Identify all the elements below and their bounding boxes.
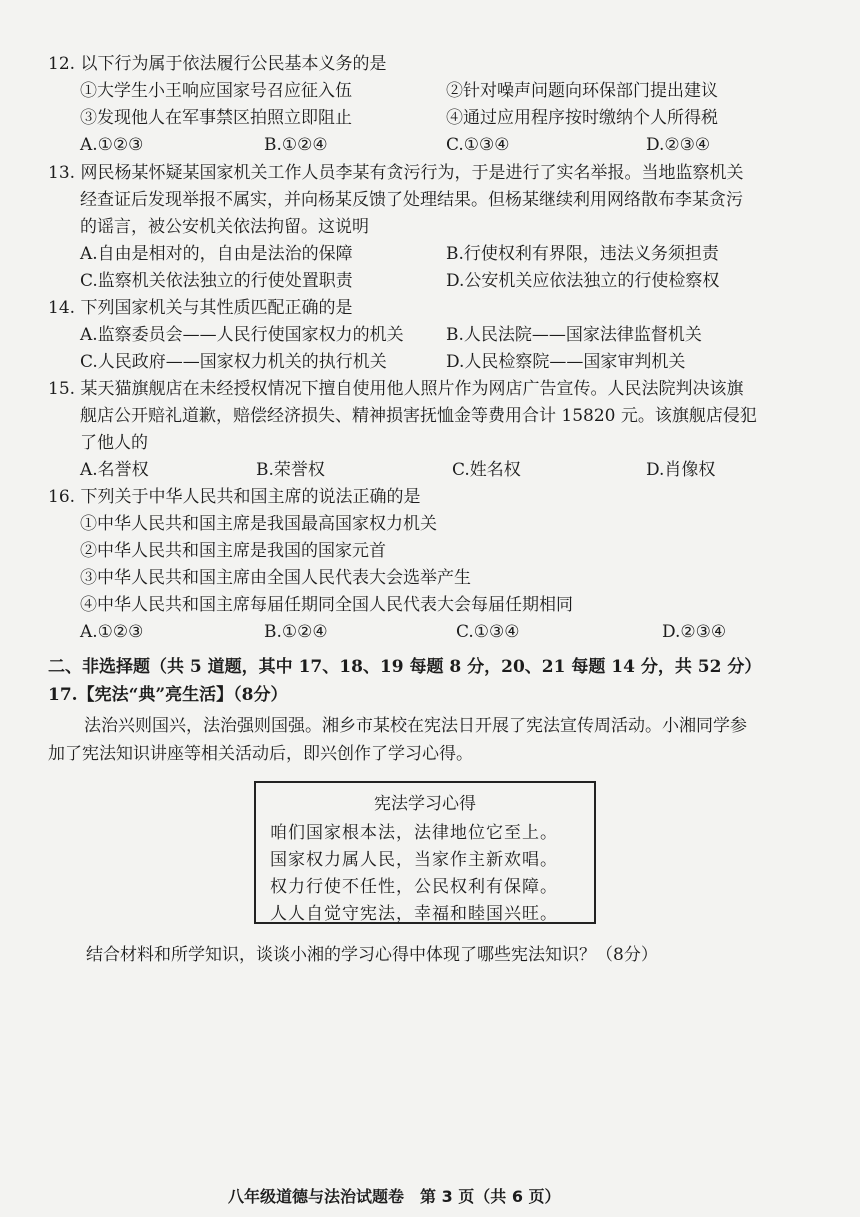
q16-option-b: B.①②④ [264,622,328,642]
q14-option-b: B.人民法院——国家法律监督机关 [446,325,702,345]
q16-option-d: D.②③④ [662,622,727,642]
q13-stem-line2: 经查证后发现举报不属实，并向杨某反馈了处理结果。但杨某继续利用网络散布李某贪污 [80,190,743,210]
section-two-heading: 二、非选择题（共 5 道题，其中 17、18、19 每题 8 分，20、21 每题 14 分，共 52 分） [48,657,762,677]
q15-stem-line3: 了他人的 [80,433,148,453]
study-notes-title: 宪法学习心得 [374,794,476,814]
q13-option-a: A.自由是相对的，自由是法治的保障 [80,244,353,264]
q15-option-a: A.名誉权 [80,460,149,480]
q16-stem: 16. 下列关于中华人民共和国主席的说法正确的是 [48,487,421,507]
q13-stem-line1: 13. 网民杨某怀疑某国家机关工作人员李某有贪污行为，于是进行了实名举报。当地监察机关 [48,163,744,183]
study-notes-line-4: 人人自觉守宪法，幸福和睦国兴旺。 [270,904,558,924]
q16-option-c: C.①③④ [456,622,520,642]
q12-option-d: D.②③④ [646,135,711,155]
q12-stem: 12. 以下行为属于依法履行公民基本义务的是 [48,54,387,74]
q14-option-c: C.人民政府——国家权力机关的执行机关 [80,352,387,372]
q13-stem-line3: 的谣言，被公安机关依法拘留。这说明 [80,217,369,237]
study-notes-line-3: 权力行使不任性，公民权利有保障。 [270,877,558,897]
q17-paragraph-line1: 法治兴则国兴，法治强则国强。湘乡市某校在宪法日开展了宪法宣传周活动。小湘同学参 [84,716,747,736]
q15-stem-line2: 舰店公开赔礼道歉，赔偿经济损失、精神损害抚恤金等费用合计 15820 元。该旗舰店侵犯 [80,406,757,426]
q16-statement-1: ①中华人民共和国主席是我国最高国家权力机关 [80,514,437,534]
q12-statement-3: ③发现他人在军事禁区拍照立即阻止 [80,108,352,128]
q14-stem: 14. 下列国家机关与其性质匹配正确的是 [48,298,353,318]
q15-option-b: B.荣誉权 [256,460,325,480]
page-footer: 八年级道德与法治试题卷 第 3 页（共 6 页） [228,1187,561,1206]
q15-stem-line1: 15. 某天猫旗舰店在未经授权情况下擅自使用他人照片作为网店广告宣传。人民法院判决该旗 [48,379,744,399]
q16-statement-2: ②中华人民共和国主席是我国的国家元首 [80,541,386,561]
q14-option-d: D.人民检察院——国家审判机关 [446,352,686,372]
q12-option-a: A.①②③ [80,135,144,155]
q12-option-c: C.①③④ [446,135,510,155]
q12-statement-4: ④通过应用程序按时缴纳个人所得税 [446,108,718,128]
q16-option-a: A.①②③ [80,622,144,642]
study-notes-box [254,781,596,924]
q15-option-d: D.肖像权 [646,460,716,480]
q15-option-c: C.姓名权 [452,460,521,480]
q13-option-d: D.公安机关应依法独立的行使检察权 [446,271,720,291]
q13-option-b: B.行使权利有界限，违法义务须担责 [446,244,719,264]
q17-question: 结合材料和所学知识，谈谈小湘的学习心得中体现了哪些宪法知识？（8分） [86,945,658,965]
q14-option-a: A.监察委员会——人民行使国家权力的机关 [80,325,404,345]
q13-option-c: C.监察机关依法独立的行使处置职责 [80,271,353,291]
q12-statement-2: ②针对噪声问题向环保部门提出建议 [446,81,718,101]
q17-paragraph-line2: 加了宪法知识讲座等相关活动后，即兴创作了学习心得。 [48,744,473,764]
q12-option-b: B.①②④ [264,135,328,155]
study-notes-line-1: 咱们国家根本法，法律地位它至上。 [270,823,558,843]
q12-statement-1: ①大学生小王响应国家号召应征入伍 [80,81,352,101]
q16-statement-4: ④中华人民共和国主席每届任期同全国人民代表大会每届任期相同 [80,595,573,615]
q17-title: 17.【宪法“典”亮生活】（8分） [48,685,288,705]
q16-statement-3: ③中华人民共和国主席由全国人民代表大会选举产生 [80,568,471,588]
study-notes-line-2: 国家权力属人民，当家作主新欢唱。 [270,850,558,870]
